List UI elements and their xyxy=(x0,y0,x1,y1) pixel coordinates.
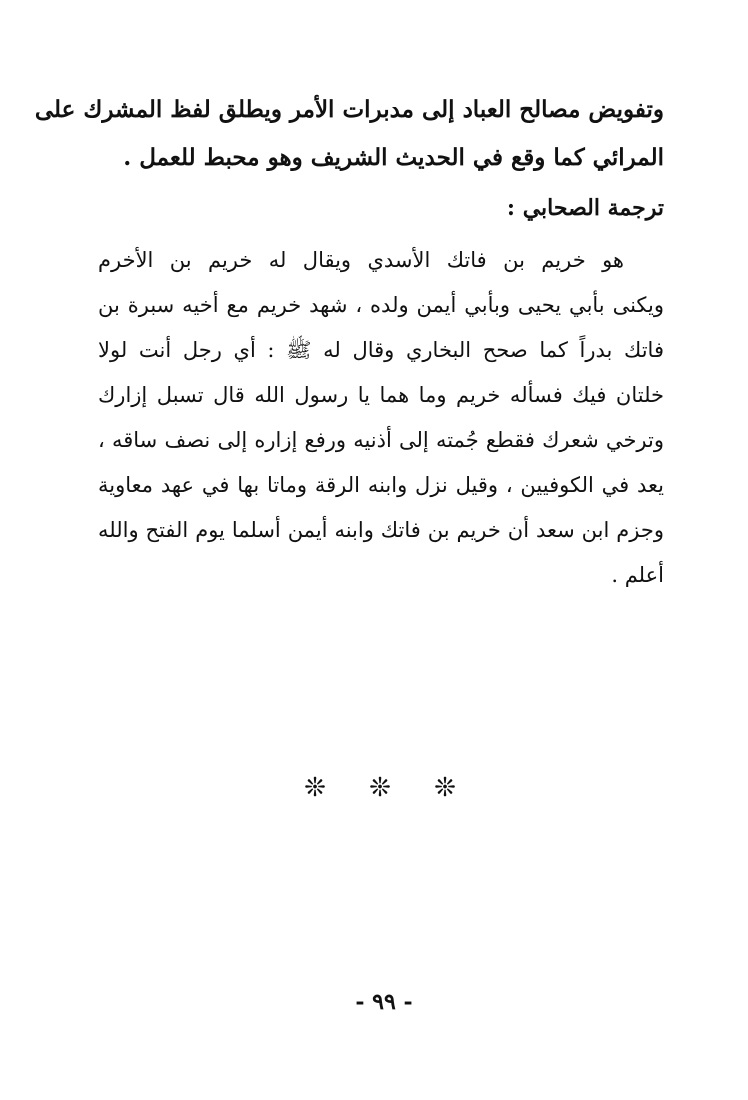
ornament-separator xyxy=(300,768,460,808)
asterism-icon: ❊ xyxy=(434,773,456,803)
text-line: وترخي شعرك فقطع جُمته إلى أذنيه ورفع إزاره إلى نصف ساقه ، xyxy=(98,428,664,452)
text-line: وجزم ابن سعد أن خريم بن فاتك وابنه أيمن أسلما يوم الفتح والله xyxy=(98,518,664,542)
text-line: ويكنى بأبي يحيى وبأبي أيمن ولده ، شهد خريم مع أخيه سبرة بن xyxy=(98,293,664,317)
text-line: المرائي كما وقع في الحديث الشريف وهو محبط للعمل . xyxy=(123,144,664,171)
section-heading: ترجمة الصحابي : xyxy=(506,195,664,221)
text-line: فاتك بدراً كما صحح البخاري وقال له ﷺ : أي رجل أنت لولا xyxy=(98,338,664,362)
asterism-icon: ❊ xyxy=(304,773,326,803)
text-line: يعد في الكوفيين ، وقيل نزل وابنه الرقة وماتا بها في عهد معاوية xyxy=(98,473,664,497)
text-line: خلتان فيك فسأله خريم وما هما يا رسول الله قال تسبل إزارك xyxy=(98,383,664,407)
paragraph-intro xyxy=(34,86,664,182)
page-number: - ٩٩ - xyxy=(355,989,413,1015)
text-line: هو خريم بن فاتك الأسدي ويقال له خريم بن الأخرم xyxy=(98,248,624,272)
text-line: أعلم . xyxy=(611,563,664,587)
text-line: وتفويض مصالح العباد إلى مدبرات الأمر ويطلق لفظ المشرك على xyxy=(34,96,664,123)
paragraph-biography xyxy=(98,238,664,598)
asterism-icon: ❊ xyxy=(369,773,391,803)
